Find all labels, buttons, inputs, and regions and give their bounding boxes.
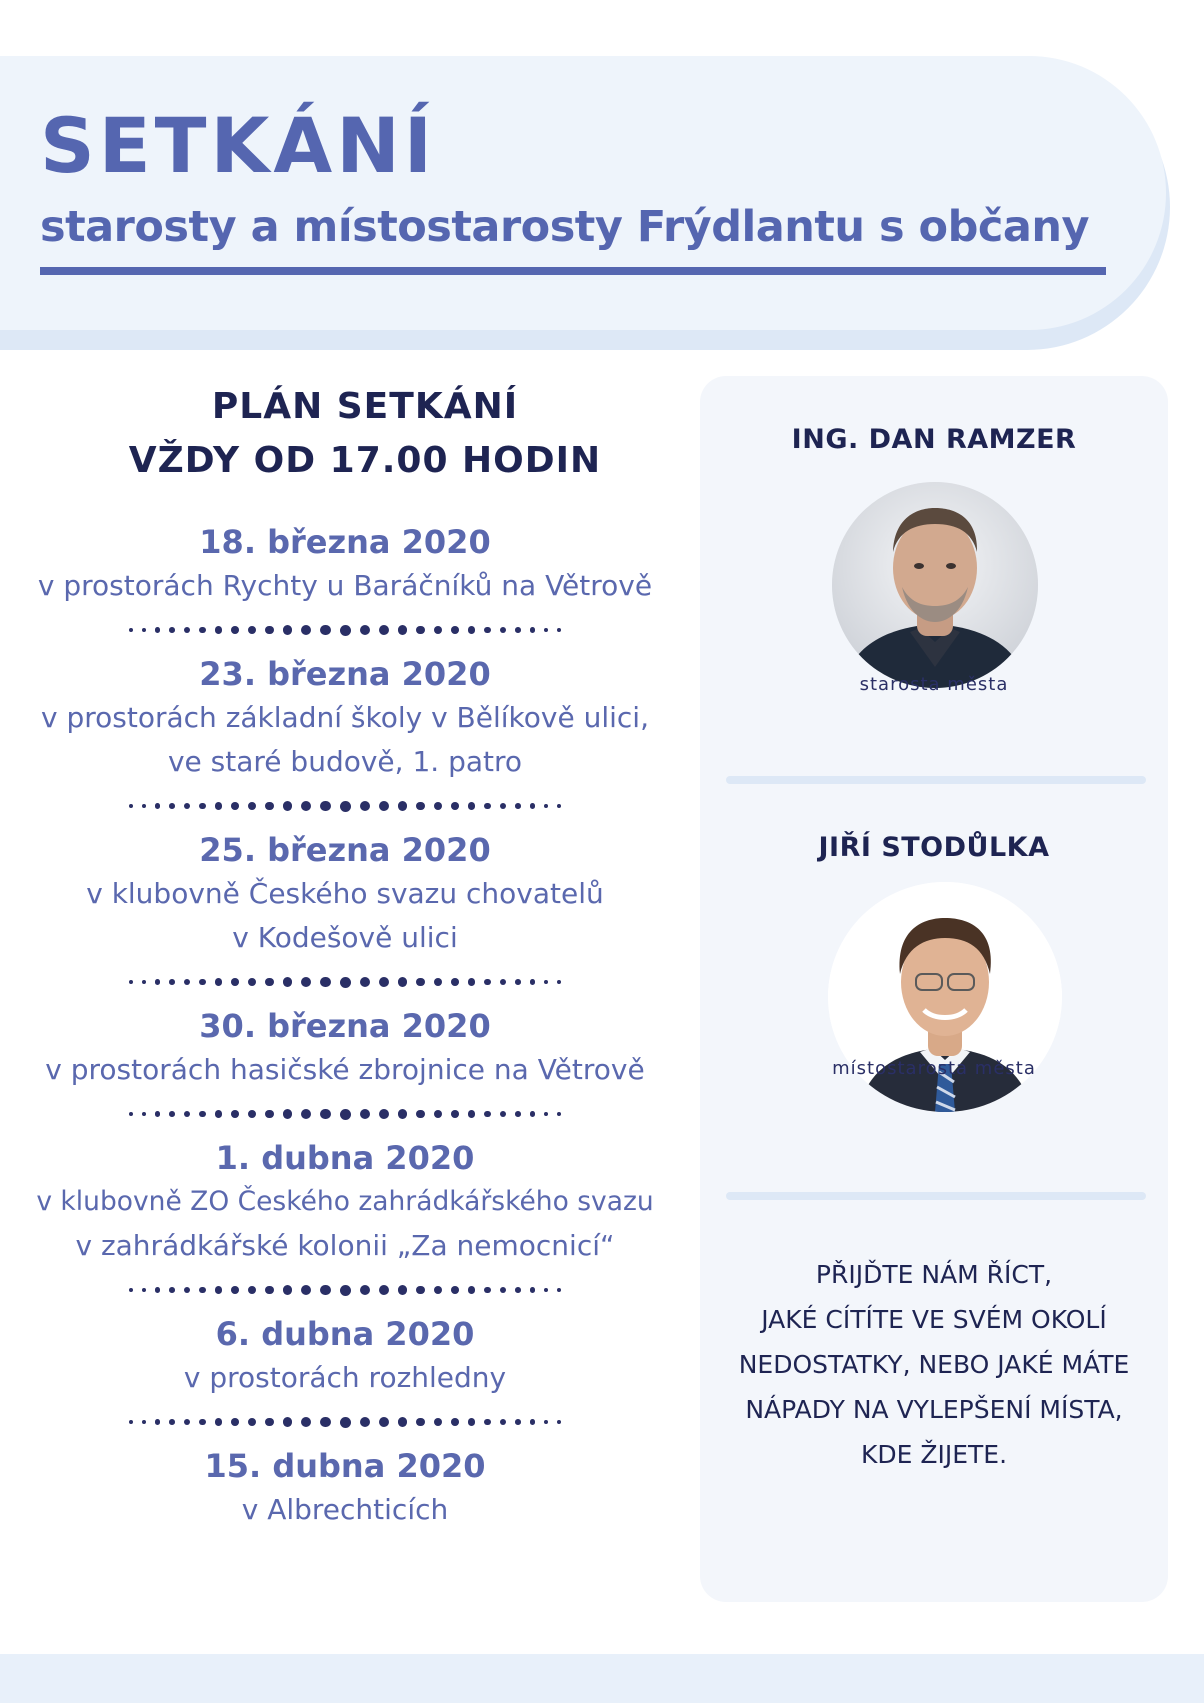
divider-dot [379, 1285, 389, 1295]
divider-dot [199, 1111, 206, 1118]
divider-dot [451, 626, 459, 634]
divider-dot [360, 977, 370, 987]
divider-dot [398, 1285, 407, 1294]
divider-dot [265, 978, 274, 987]
divider-dot [544, 1288, 549, 1293]
divider-dot [169, 979, 175, 985]
divider-dot [379, 977, 389, 987]
meeting-schedule [0, 380, 710, 1526]
divider-dot [451, 1110, 459, 1118]
appeal-line: JAKÉ CÍTÍTE VE SVÉM OKOLÍ [761, 1305, 1107, 1334]
divider-dot [155, 1419, 160, 1424]
event-date: 15. dubna 2020 [204, 1447, 486, 1485]
divider-dot [265, 626, 274, 635]
divider-dot [215, 1286, 222, 1293]
schedule-heading-line2: VŽDY OD 17.00 HODIN [128, 440, 602, 481]
event-date: 23. března 2020 [199, 655, 491, 693]
divider-dot [248, 802, 256, 810]
divider-dot [379, 801, 389, 811]
divider-dot [199, 979, 206, 986]
schedule-heading-line1: PLÁN SETKÁNÍ [211, 386, 519, 427]
divider-dot [515, 627, 521, 633]
divider-dot [544, 1112, 549, 1117]
divider-dot [231, 802, 239, 810]
divider-dot [544, 980, 549, 985]
divider-dot [398, 1417, 407, 1426]
divider-dot [416, 1418, 425, 1427]
officials-panel [700, 376, 1168, 1602]
event-place: v zahrádkářské kolonii „Za nemocnicí“ [75, 1229, 615, 1262]
event-item [0, 1004, 710, 1092]
event-date: 30. března 2020 [199, 1007, 491, 1045]
header-banner [0, 56, 1166, 330]
divider-dot [215, 1110, 222, 1117]
event-item [0, 828, 710, 960]
event-item [0, 1444, 710, 1532]
divider-dot [416, 802, 425, 811]
divider-dot [515, 803, 521, 809]
divider-dot [451, 1418, 459, 1426]
divider-dot [500, 1111, 506, 1117]
divider-dot [320, 1417, 330, 1427]
divider-dot [142, 804, 147, 809]
divider-dot [129, 1112, 133, 1116]
divider-dot [184, 803, 190, 809]
divider-dot [248, 978, 256, 986]
divider-dot [484, 1111, 491, 1118]
dotted-divider [0, 1268, 710, 1312]
divider-dot [434, 626, 442, 634]
divider-dot [142, 628, 147, 633]
person-name-mayor: ING. DAN RAMZER [791, 424, 1077, 455]
divider-dot [434, 802, 442, 810]
divider-dot [248, 1110, 256, 1118]
divider-dot [231, 978, 239, 986]
divider-dot [544, 628, 549, 633]
divider-dot [468, 1286, 475, 1293]
divider-dot [215, 978, 222, 985]
divider-dot [398, 625, 407, 634]
divider-dot [248, 1418, 256, 1426]
divider-dot [142, 1420, 147, 1425]
divider-dot [416, 1110, 425, 1119]
event-place: v prostorách hasičské zbrojnice na Větrově [45, 1053, 645, 1086]
divider-dot [129, 980, 133, 984]
page-title: SETKÁNÍ [40, 101, 437, 190]
divider-dot [360, 801, 370, 811]
divider-dot [199, 1419, 206, 1426]
divider-dot [340, 1109, 351, 1120]
divider-dot [320, 801, 330, 811]
divider-dot [248, 1286, 256, 1294]
person-role-mayor: starosta města [859, 674, 1009, 695]
appeal-line: NÁPADY NA VYLEPŠENÍ MÍSTA, [745, 1395, 1123, 1424]
divider-dot [398, 1109, 407, 1118]
divider-dot [530, 1287, 535, 1292]
divider-dot [500, 803, 506, 809]
event-place: v klubovně Českého svazu chovatelů [86, 877, 604, 910]
divider-dot [231, 1286, 239, 1294]
divider-dot [301, 1417, 311, 1427]
divider-dot [515, 1419, 521, 1425]
divider-dot [199, 803, 206, 810]
event-item [0, 652, 710, 784]
appeal-line: NEDOSTATKY, NEBO JAKÉ MÁTE [738, 1350, 1130, 1379]
event-item [0, 1136, 710, 1268]
divider-dot [416, 978, 425, 987]
divider-dot [248, 626, 256, 634]
dotted-divider [0, 1092, 710, 1136]
event-place: v prostorách Rychty u Baráčníků na Větrově [37, 569, 653, 602]
divider-dot [155, 979, 160, 984]
divider-dot [129, 804, 133, 808]
divider-dot [184, 1419, 190, 1425]
portrait-photo [832, 482, 1038, 688]
appeal-text [700, 1252, 1168, 1477]
dotted-divider [0, 960, 710, 1004]
title-underline [40, 267, 1106, 275]
divider-dot [231, 626, 239, 634]
divider-dot [169, 1287, 175, 1293]
divider-dot [184, 1111, 190, 1117]
divider-dot [434, 1286, 442, 1294]
divider-dot [557, 980, 561, 984]
divider-dot [340, 1417, 351, 1428]
divider-dot [530, 979, 535, 984]
dotted-divider [0, 784, 710, 828]
divider-dot [169, 627, 175, 633]
divider-dot [199, 627, 206, 634]
divider-dot [265, 802, 274, 811]
divider-dot [379, 625, 389, 635]
appeal-line: KDE ŽIJETE. [860, 1440, 1008, 1469]
divider-dot [451, 802, 459, 810]
divider-dot [265, 1286, 274, 1295]
divider-dot [169, 803, 175, 809]
page-subtitle: starosty a místostarosty Frýdlantu s občany [40, 202, 1090, 252]
event-item [0, 520, 710, 608]
divider-dot [301, 1109, 311, 1119]
event-place: v Kodešově ulici [232, 921, 458, 954]
divider-dot [340, 625, 351, 636]
divider-dot [129, 1288, 133, 1292]
appeal-line: PŘIJĎTE NÁM ŘÍCT, [815, 1260, 1053, 1289]
person-name-deputy: JIŘÍ STODŮLKA [818, 832, 1050, 863]
divider-dot [155, 803, 160, 808]
divider-dot [530, 1419, 535, 1424]
divider-dot [484, 627, 491, 634]
divider-dot [340, 801, 351, 812]
divider-dot [215, 802, 222, 809]
divider-dot [434, 978, 442, 986]
divider-dot [484, 1419, 491, 1426]
divider-dot [360, 1417, 370, 1427]
divider-dot [265, 1418, 274, 1427]
event-date: 25. března 2020 [199, 831, 491, 869]
footer-band [0, 1654, 1204, 1703]
divider-dot [379, 1417, 389, 1427]
divider-dot [416, 1286, 425, 1295]
schedule-heading [20, 380, 710, 488]
divider-dot [283, 1109, 292, 1118]
divider-dot [184, 979, 190, 985]
divider-dot [320, 1109, 330, 1119]
divider-dot [301, 977, 311, 987]
panel-separator [726, 776, 1146, 784]
divider-dot [557, 1112, 561, 1116]
event-place: v prostorách rozhledny [183, 1361, 507, 1394]
divider-dot [515, 1111, 521, 1117]
divider-dot [468, 802, 475, 809]
divider-dot [434, 1110, 442, 1118]
divider-dot [283, 1417, 292, 1426]
divider-dot [451, 978, 459, 986]
divider-dot [169, 1111, 175, 1117]
divider-dot [231, 1418, 239, 1426]
divider-dot [320, 625, 330, 635]
divider-dot [360, 1109, 370, 1119]
divider-dot [301, 625, 311, 635]
divider-dot [484, 1287, 491, 1294]
divider-dot [155, 1287, 160, 1292]
event-place: v Albrechticích [241, 1493, 449, 1526]
divider-dot [500, 627, 506, 633]
divider-dot [468, 626, 475, 633]
divider-dot [557, 1420, 561, 1424]
divider-dot [265, 1110, 274, 1119]
event-date: 6. dubna 2020 [215, 1315, 475, 1353]
divider-dot [155, 1111, 160, 1116]
divider-dot [434, 1418, 442, 1426]
divider-dot [530, 627, 535, 632]
divider-dot [398, 801, 407, 810]
divider-dot [283, 801, 292, 810]
divider-dot [360, 1285, 370, 1295]
divider-dot [530, 1111, 535, 1116]
divider-dot [530, 803, 535, 808]
divider-dot [169, 1419, 175, 1425]
divider-dot [515, 979, 521, 985]
divider-dot [468, 1110, 475, 1117]
event-place: v prostorách základní školy v Bělíkově ulici, [41, 701, 649, 734]
event-list [0, 520, 710, 1532]
person-role-deputy: místostarosta města [832, 1058, 1036, 1079]
divider-dot [155, 627, 160, 632]
event-place: ve staré budově, 1. patro [167, 745, 523, 778]
event-place: v klubovně ZO Českého zahrádkářského svazu [36, 1186, 654, 1217]
divider-dot [320, 1285, 330, 1295]
divider-dot [484, 803, 491, 810]
divider-dot [451, 1286, 459, 1294]
panel-separator [726, 1192, 1146, 1200]
divider-dot [142, 980, 147, 985]
divider-dot [340, 1285, 351, 1296]
event-date: 18. března 2020 [199, 523, 491, 561]
divider-dot [199, 1287, 206, 1294]
divider-dot [544, 804, 549, 809]
divider-dot [379, 1109, 389, 1119]
divider-dot [184, 627, 190, 633]
divider-dot [500, 979, 506, 985]
divider-dot [468, 978, 475, 985]
divider-dot [500, 1287, 506, 1293]
event-date: 1. dubna 2020 [215, 1139, 475, 1177]
divider-dot [301, 801, 311, 811]
divider-dot [215, 626, 222, 633]
dotted-divider [0, 608, 710, 652]
event-item [0, 1312, 710, 1400]
divider-dot [360, 625, 370, 635]
divider-dot [500, 1419, 506, 1425]
divider-dot [416, 626, 425, 635]
divider-dot [557, 628, 561, 632]
divider-dot [544, 1420, 549, 1425]
divider-dot [231, 1110, 239, 1118]
divider-dot [129, 1420, 133, 1424]
divider-dot [301, 1285, 311, 1295]
divider-dot [468, 1418, 475, 1425]
divider-dot [129, 628, 133, 632]
divider-dot [283, 625, 292, 634]
divider-dot [484, 979, 491, 986]
divider-dot [320, 977, 330, 987]
divider-dot [398, 977, 407, 986]
divider-dot [215, 1418, 222, 1425]
divider-dot [340, 977, 351, 988]
dotted-divider [0, 1400, 710, 1444]
divider-dot [283, 1285, 292, 1294]
divider-dot [515, 1287, 521, 1293]
divider-dot [142, 1288, 147, 1293]
divider-dot [283, 977, 292, 986]
divider-dot [142, 1112, 147, 1117]
divider-dot [557, 804, 561, 808]
divider-dot [184, 1287, 190, 1293]
divider-dot [557, 1288, 561, 1292]
